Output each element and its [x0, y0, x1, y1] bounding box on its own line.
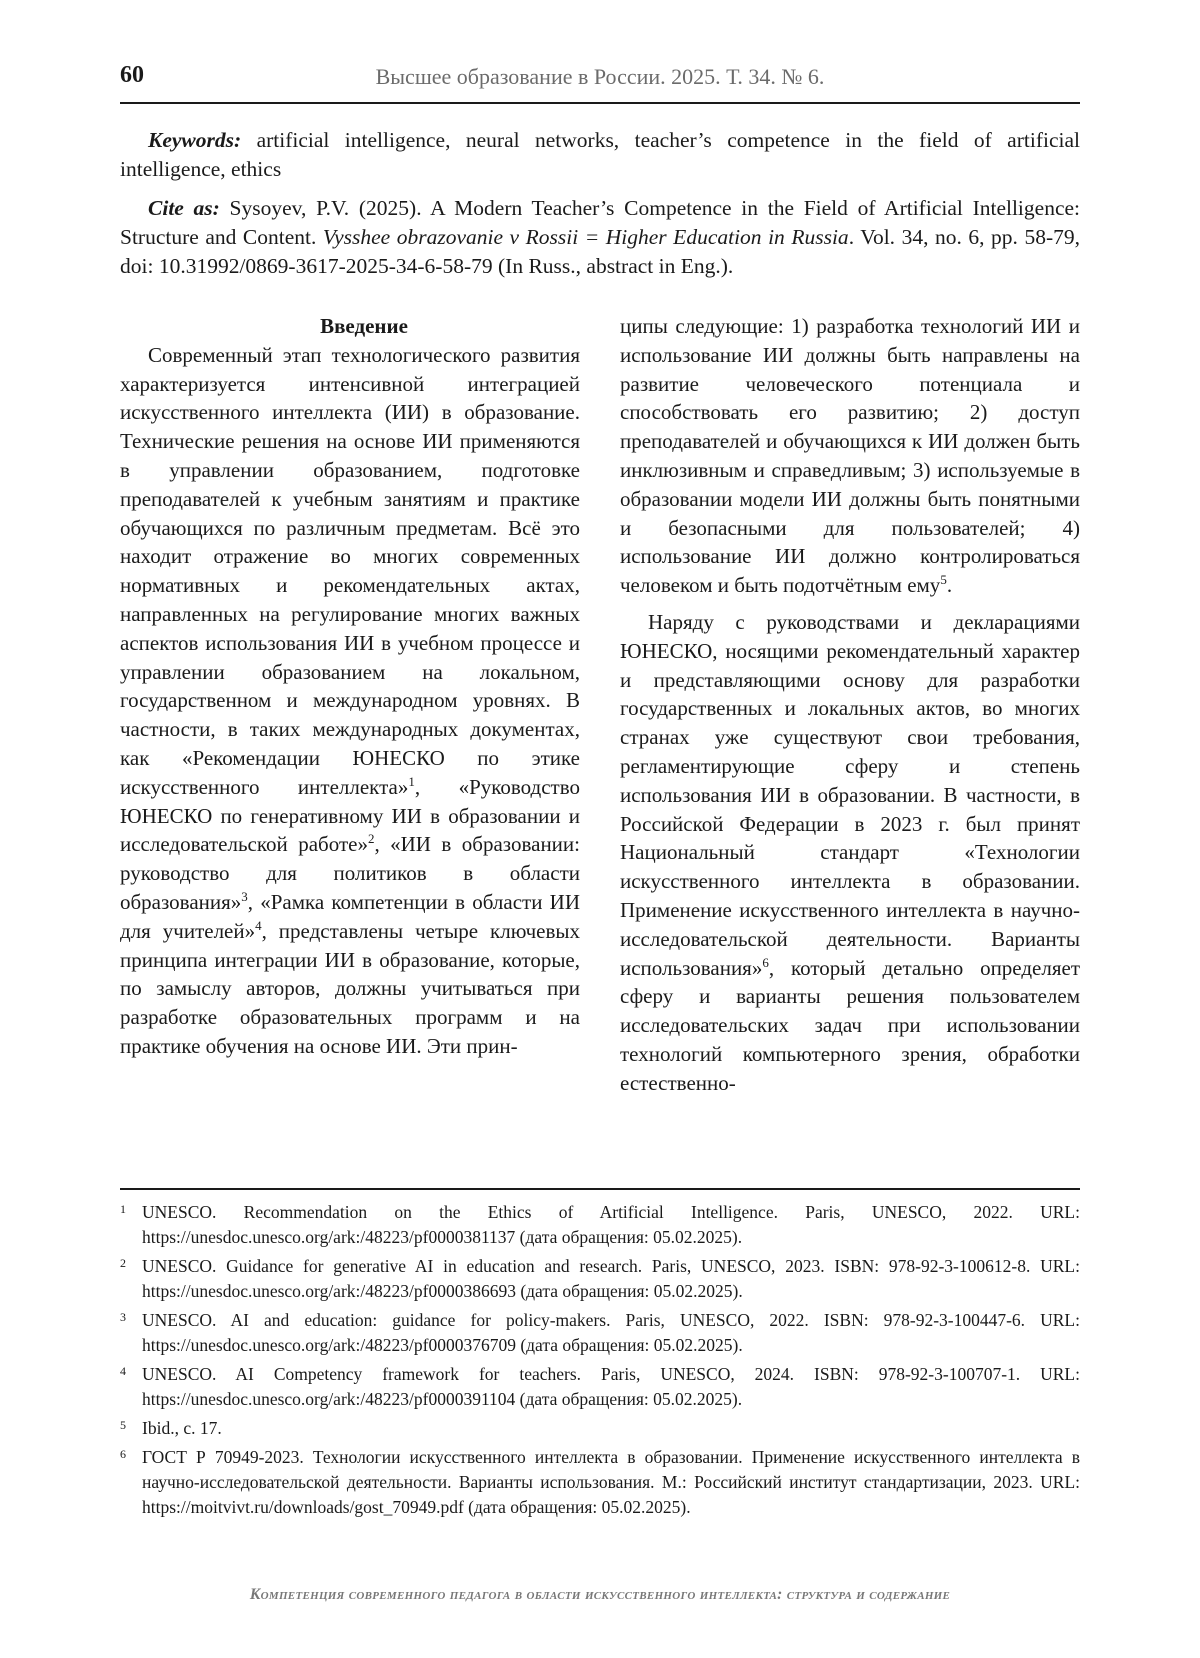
- paragraph-text: , «ИИ в образовании: руководство для политиков в области образования»: [120, 832, 580, 914]
- footnote-number: 6: [120, 1447, 126, 1461]
- left-column: [120, 312, 580, 1061]
- footnote-text: Ibid., c. 17.: [142, 1418, 222, 1438]
- body-columns: [120, 312, 1080, 1152]
- front-matter: [120, 126, 1080, 291]
- paragraph: [620, 312, 1080, 600]
- running-header: [120, 62, 1080, 104]
- journal-title: Высшее образование в России. 2025. Т. 34. № 6.: [375, 64, 825, 89]
- footnotes: [120, 1188, 1080, 1524]
- paragraph-text: , который детально определяет сферу и варианты решения пользователем исследовательских задач при использовании технологий компьютерного зрения, обработки естественно-: [620, 955, 1080, 1095]
- citation: [120, 194, 1080, 281]
- footnote-number: 5: [120, 1418, 126, 1432]
- footnote-number: 1: [120, 1202, 126, 1216]
- paragraph-text: , представлены четыре ключевых принципа интеграции ИИ в образование, которые, по замыслу авторов, должны учитываться при разработке образовательных программ и на практике обучения на основе ИИ. Эти прин-: [120, 918, 580, 1058]
- footnote-text: UNESCO. Recommendation on the Ethics of Artificial Intelligence. Paris, UNESCO, 2022. URL: https://unesdoc.unesco.org/ark:/48223/pf0000381137 (дата обращения: 05.02.2025).: [142, 1202, 1080, 1247]
- paragraph-text: .: [946, 573, 953, 598]
- keywords-text: artificial intelligence, neural networks, teacher’s competence in the field of artificial intelligence, ethics: [120, 128, 1080, 181]
- footnote-ref[interactable]: 6: [762, 954, 769, 970]
- paragraph-text: , «Руководство ЮНЕСКО по генеративному ИИ в образовании и исследовательской работе»: [120, 774, 580, 857]
- footnote-ref[interactable]: 1: [408, 773, 415, 789]
- footnote-number: 4: [120, 1364, 126, 1378]
- footnote-text: ГОСТ Р 70949-2023. Технологии искусственного интеллекта в образовании. Применение искусственного интеллекта в научно-исследовательской деятельности. Варианты использования. М.: Российский институт стандартизации, 2023. URL: https://moitvivt.ru/downloads/gost_70949.pdf (дата обращения: 05.02.2025).: [142, 1447, 1080, 1517]
- footnote-ref[interactable]: 4: [255, 917, 262, 933]
- footnote-text: UNESCO. AI Competency framework for teachers. Paris, UNESCO, 2024. ISBN: 978-92-3-100707-1. URL: https://unesdoc.unesco.org/ark:/48223/pf0000391104 (дата обращения: 05.02.2025).: [142, 1364, 1080, 1409]
- footnote: [120, 1362, 1080, 1412]
- right-column: [620, 312, 1080, 1098]
- footnote-text: UNESCO. Guidance for generative AI in education and research. Paris, UNESCO, 2023. ISBN: 978-92-3-100612-8. URL: https://unesdoc.unesco.org/ark:/48223/pf0000386693 (дата обращения: 05.02.2025).: [142, 1256, 1080, 1301]
- running-footer: Компетенция современного педагога в области искусственного интеллекта: структура и содержание: [249, 1586, 951, 1603]
- paragraph-text: Современный этап технологического развития характеризуется интенсивной интеграцией искусственного интеллекта (ИИ) в образование. Технические решения на основе ИИ применяются в управлении образованием, подготовке преподавателей к учебным занятиям и практике обучающихся по различным предметам. Всё это находит отражение во многих современных нормативных и рекомендательных актах, направленных на регулирование многих важных аспектов использования ИИ в учебном процессе и управлении образованием на локальном, государственном и международном уровнях. В частности, в таких международных документах, как «Рекомендации ЮНЕСКО по этике искусственного интеллекта»: [120, 342, 580, 799]
- keywords: [120, 126, 1080, 184]
- paragraph-text: ципы следующие: 1) разработка технологий ИИ и использование ИИ должны быть направлены на развитие человеческого потенциала и способствовать его развитию; 2) доступ преподавателей и обучающихся к ИИ должен быть инклюзивным и справедливым; 3) используемые в образовании модели ИИ должны быть понятными и безопасными для пользователей; 4) использование ИИ должно контролироваться человеком и быть подотчётным ему: [620, 314, 1080, 598]
- paragraph: [120, 341, 580, 1061]
- footnote-ref[interactable]: 5: [940, 572, 947, 588]
- cite-text-2: . Vol. 34, no. 6, pp. 58-79, doi: 10.31992/0869-3617-2025-34-6-58-79 (In Russ., abstract in Eng.).: [120, 225, 1080, 278]
- cite-label: Cite as:: [148, 196, 220, 220]
- footnote: [120, 1308, 1080, 1358]
- footnote: [120, 1200, 1080, 1250]
- cite-text-1: Sysoyev, P.V. (2025). A Modern Teacher’s Competence in the Field of Artificial Intelligence: Structure and Content.: [120, 196, 1081, 249]
- page-number: 60: [120, 62, 144, 88]
- footnote-number: 3: [120, 1310, 126, 1324]
- footnote-ref[interactable]: 2: [367, 831, 375, 847]
- footnote-text: UNESCO. AI and education: guidance for policy-makers. Paris, UNESCO, 2022. ISBN: 978-92-3-100447-6. URL: https://unesdoc.unesco.org/ark:/48223/pf0000376709 (дата обращения: 05.02.2025).: [142, 1310, 1080, 1355]
- paragraph-text: , «Рамка компетенции в области ИИ для учителей»: [120, 889, 580, 943]
- paragraph: [620, 608, 1080, 1098]
- paragraph-text: Наряду с руководствами и декларациями ЮНЕСКО, носящими рекомендательный характер и представляющими основу для разработки государственных и локальных актов, во многих странах уже существуют свои требования, регламентирующие сферу и степень использования ИИ в образовании. В частности, в Российской Федерации в 2023 г. был принят Национальный стандарт «Технологии искусственного интеллекта в образовании. Применение искусственного интеллекта в научно-исследовательской деятельности. Варианты использования»: [620, 609, 1080, 980]
- footnote-ref[interactable]: 3: [241, 888, 248, 904]
- footnote-number: 2: [120, 1256, 126, 1270]
- footnote: [120, 1254, 1080, 1304]
- cite-journal: Vysshee obrazovanie v Rossii = Higher Education in Russia: [322, 225, 849, 249]
- page: [120, 0, 1080, 1658]
- footnote: [120, 1416, 1080, 1441]
- keywords-label: Keywords:: [148, 128, 242, 152]
- footnote: [120, 1445, 1080, 1520]
- section-title: Введение: [320, 314, 408, 338]
